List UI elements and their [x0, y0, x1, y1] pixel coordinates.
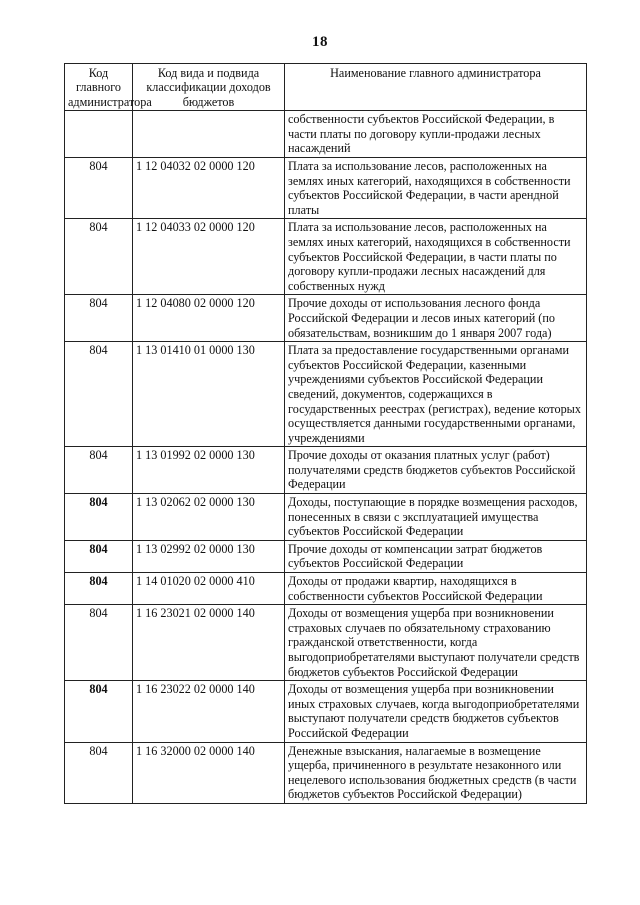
administrator-name-cell: Доходы от возмещения ущерба при возникновении страховых случаев по обязательному страхованию гражданской ответственности, когда выгодоприобретателями выступают получатели средств бюджетов субъектов Российской Федерации: [285, 605, 587, 681]
admin-code-cell: 804: [65, 742, 133, 803]
revenue-codes-table: [64, 63, 587, 804]
header-name: Наименование главного администратора: [285, 64, 587, 111]
administrator-name-cell: Доходы, поступающие в порядке возмещения расходов, понесенных в связи с эксплуатацией имущества субъектов Российской Федерации: [285, 494, 587, 541]
administrator-name-cell: Доходы от продажи квартир, находящихся в собственности субъектов Российской Федерации: [285, 573, 587, 605]
admin-code-cell: 804: [65, 605, 133, 681]
table-row: [65, 681, 587, 742]
kbk-code-cell: 1 13 01410 01 0000 130: [133, 342, 285, 447]
admin-code-cell: 804: [65, 158, 133, 219]
admin-code-cell: [65, 111, 133, 158]
table-row: [65, 219, 587, 295]
admin-code-cell: 804: [65, 447, 133, 494]
table-row: [65, 605, 587, 681]
table-row: [65, 111, 587, 158]
admin-code-cell: 804: [65, 681, 133, 742]
table-row: [65, 540, 587, 572]
admin-code-cell: 804: [65, 573, 133, 605]
administrator-name-cell: Прочие доходы от оказания платных услуг (работ) получателями средств бюджетов субъектов Российской Федерации: [285, 447, 587, 494]
page-number: 18: [312, 34, 328, 50]
table-row: [65, 573, 587, 605]
table-row: [65, 447, 587, 494]
kbk-code-cell: 1 12 04032 02 0000 120: [133, 158, 285, 219]
admin-code-cell: 804: [65, 494, 133, 541]
kbk-code-cell: 1 12 04033 02 0000 120: [133, 219, 285, 295]
kbk-code-cell: 1 16 23022 02 0000 140: [133, 681, 285, 742]
administrator-name-cell: Плата за предоставление государственными органами субъектов Российской Федерации, казенными учреждениями субъектов Российской Федерации сведений, документов, содержащихся в государственных реестрах (регистрах), ведение которых осуществляется данными государственными органами, учреждениями: [285, 342, 587, 447]
admin-code-cell: 804: [65, 540, 133, 572]
kbk-code-cell: 1 12 04080 02 0000 120: [133, 295, 285, 342]
table-header: [65, 64, 587, 111]
admin-code-cell: 804: [65, 295, 133, 342]
kbk-code-cell: 1 16 23021 02 0000 140: [133, 605, 285, 681]
administrator-name-cell: собственности субъектов Российской Федерации, в части платы по договору купли-продажи лесных насаждений: [285, 111, 587, 158]
table-row: [65, 158, 587, 219]
administrator-name-cell: Доходы от возмещения ущерба при возникновении иных страховых случаев, когда выгодоприобретателями выступают получатели средств бюджетов субъектов Российской Федерации: [285, 681, 587, 742]
kbk-code-cell: 1 14 01020 02 0000 410: [133, 573, 285, 605]
admin-code-cell: 804: [65, 342, 133, 447]
administrator-name-cell: Прочие доходы от компенсации затрат бюджетов субъектов Российской Федерации: [285, 540, 587, 572]
kbk-code-cell: 1 16 32000 02 0000 140: [133, 742, 285, 803]
table-row: [65, 742, 587, 803]
table-row: [65, 494, 587, 541]
administrator-name-cell: Плата за использование лесов, расположенных на землях иных категорий, находящихся в собственности субъектов Российской Федерации, в части арендной платы: [285, 158, 587, 219]
admin-code-cell: 804: [65, 219, 133, 295]
table-row: [65, 342, 587, 447]
header-admin-code: Код главного администратора: [65, 64, 133, 111]
kbk-code-cell: 1 13 02062 02 0000 130: [133, 494, 285, 541]
header-kbk-code: Код вида и подвида классификации доходов бюджетов: [133, 64, 285, 111]
kbk-code-cell: 1 13 02992 02 0000 130: [133, 540, 285, 572]
kbk-code-cell: [133, 111, 285, 158]
administrator-name-cell: Прочие доходы от использования лесного фонда Российской Федерации и лесов иных категорий (по обязательствам, возникшим до 1 января 2007 года): [285, 295, 587, 342]
administrator-name-cell: Плата за использование лесов, расположенных на землях иных категорий, находящихся в собственности субъектов Российской Федерации, в части платы по договору купли-продажи лесных насаждений для собственных нужд: [285, 219, 587, 295]
kbk-code-cell: 1 13 01992 02 0000 130: [133, 447, 285, 494]
table-row: [65, 295, 587, 342]
header-row: [65, 64, 587, 111]
table-body: [65, 111, 587, 804]
administrator-name-cell: Денежные взыскания, налагаемые в возмещение ущерба, причиненного в результате незаконного или нецелевого использования бюджетных средств (в части бюджетов субъектов Российской Федерации): [285, 742, 587, 803]
